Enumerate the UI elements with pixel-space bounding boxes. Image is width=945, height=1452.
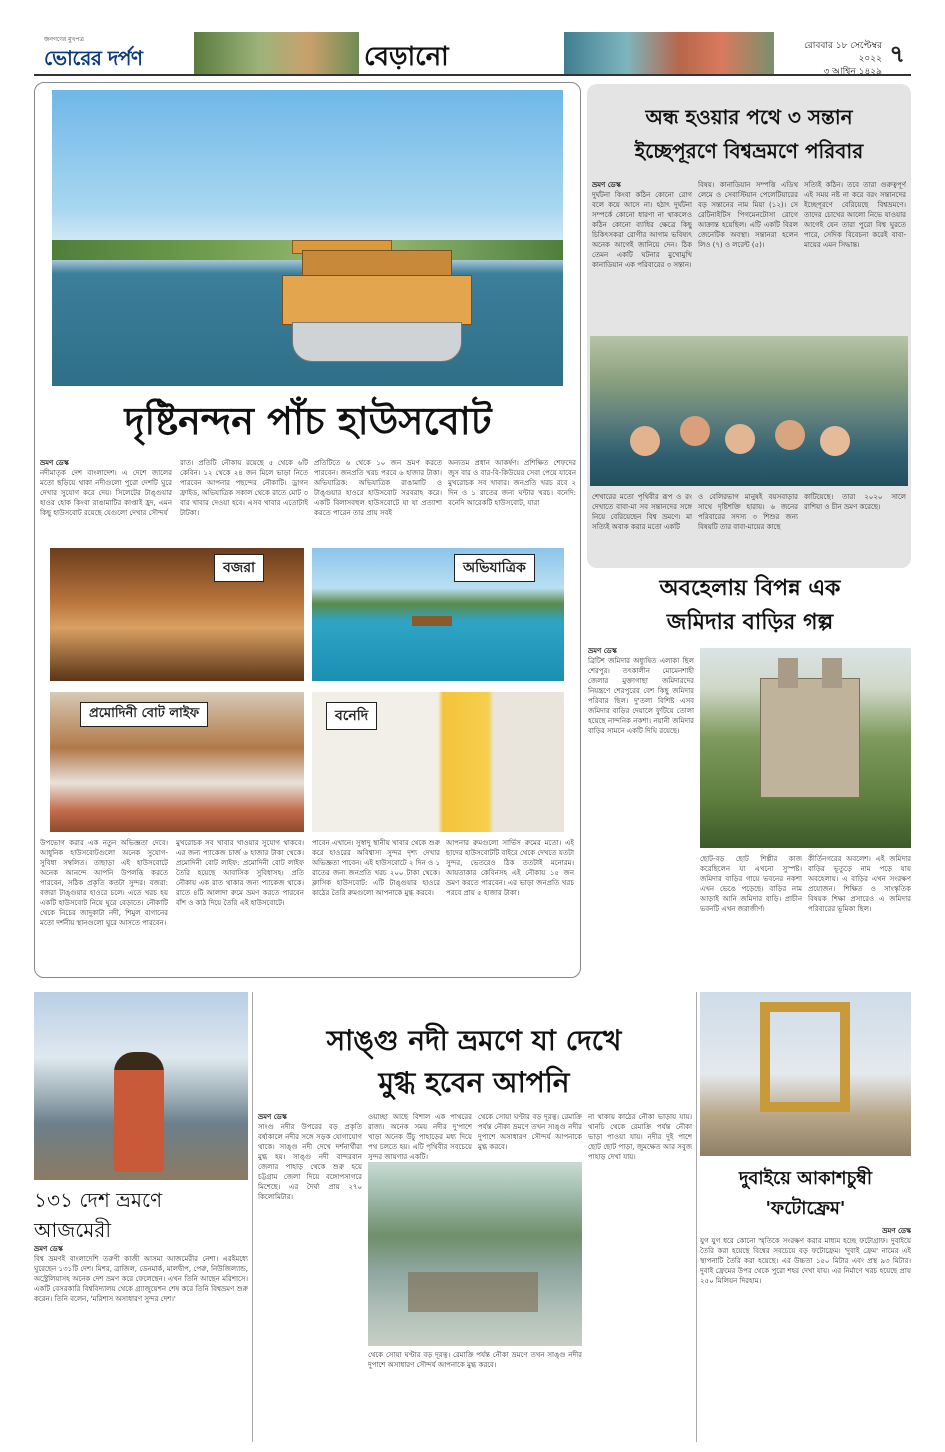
houseboat-body-1: উপভোগ করার এক নতুন অভিজ্ঞতা দেবে। আধুনিক হাউসবোটগুলো অনেক সুযোগ-সুবিধা সম্বলিত। তাছাড়া এই হাউসবোটে অনেক আনন্দে আপনি উপলব্ধি করতে পারবেন, সঠিক প্রকৃতি কতটা সুন্দর। বজরা: বজরা টাঙ্গুয়ার হাওরে চলে। এতে খরচ হয় একটি হাউসবোট নিয়ে ঘুরে বেড়াতে। নৌকাটি থেকে নিচের জাদুকাটা নদী, শিমুল বাগানের মতো দর্শনীয় স্থানগুলো ঘুরে আসতে পারবেন। bbox=[40, 839, 168, 927]
section-title: বেড়ানো bbox=[364, 42, 449, 72]
houseboat-body-2: মুখরোচক সব খাবার খাওয়ার সুযোগ থাকবে। এর জন্য প্যাকেজ চার্জ ৬ হাজার টাকা থেকে। প্রমোদিনী বোট লাইফ: প্রমোদিনী বোট লাইফ তৈরি হয়েছে আবাসিক সুবিধাসহ। প্রতি নৌকায় এক রাত থাকার জন্য প্যাকেজ থাকে। রাতে ৪টি আলাদা রুমে ভ্রমণ করতে পারবেন বাঁশ ও কাঠ দিয়ে তৈরি এই হাউসবোটে। bbox=[176, 839, 304, 907]
newspaper-logo: ভোরের দর্পণ bbox=[44, 46, 143, 70]
sangu-headline-line2: মুগ্ধ হবেন আপনি bbox=[378, 1066, 570, 1099]
ajmeri-headline bbox=[34, 1185, 248, 1245]
family-headline-line1: অন্ধ হওয়ার পথে ৩ সন্তান bbox=[645, 105, 853, 129]
zamindar-headline-line2: জমিদার বাড়ির গল্প bbox=[666, 610, 834, 635]
sangu-col-2: ওয়াচ্ছা আছে বিশাল এক পাথরের রাজ্য। অনেক সময় নদীর দু'পাশে খাড়া অনেক উঁচু পাহাড়ের মধ্য দিয়ে পথ চলতে হয়। এটি পৃথিবীর সবচেয়ে সুন্দর জায়গার একটি। bbox=[368, 1113, 472, 1160]
logo-tagline: জনগণের মুখপত্র bbox=[44, 36, 84, 43]
photo-promodini bbox=[50, 692, 304, 832]
byline: ভ্রমণ ডেস্ক bbox=[258, 1113, 287, 1121]
family-col-2: বিষয়। কানাডিয়ান সম্পত্তি এডিথ লেমে ও সেবাস্টিয়ান পেলেটিয়ারের বড় সন্তানের নাম মিয়া (১২)। সে রেটিনাইটিস পিগমেনটোসা রোগে আক্রান্ত হয়েছিল। এটি একটি বিরল জেনেটিক অবস্থা। সন্তানরা হলেন লিও (৭) ও লরেন্ট (৫)। bbox=[698, 181, 798, 249]
text-block: বিশ্ব ভ্রমণই বাংলাদেশি তরুণী কাজী আসমা আজমেরীর নেশা। এরইমধ্যে ঘুরেছেন ১৩১টি দেশ। মিশর, ব্রাজিল, ডেনমার্ক, মালদ্বীপ, পেরু, নিউজিল্যান্ড, অস্ট্রেলিয়াসহ অনেক দেশ ভ্রমণ করে ফেলেছেন। এখন তিনি আছেন মরিশাসে। একটি বেসরকারি বিশ্ববিদ্যালয় থেকে গ্র্যাজুয়েশন শেষ করে তিনি বিশ্বভ্রমণ শুরু করেন। তিনি বলেন, 'মরিশাস অসাধারণ সুন্দর দেশ।' bbox=[34, 1255, 248, 1303]
text-block: নদীমাতৃক দেশ বাংলাদেশ। এ দেশে জালের মতো ছড়িয়ে থাকা নদীগুলো পুরো দেশটি ঘুরে দেখার সুযোগ করে দেয়। সিলেটের টাঙ্গুয়ার হাওর হোক কিংবা রাঙামাটির কাপ্তাই হ্রদ, এমন কিছু হাউসবোট রয়েছে যেগুলো দেখার সৌন্দর্য bbox=[40, 469, 172, 517]
masthead bbox=[34, 32, 911, 76]
text-block: সাংগু নদীর উপরের বড় প্রকৃতি বর্ষাকালে নদীর সঙ্গে সড়ক যোগাযোগ থাকে। সাঙ্গু নদী দেখে দর্শনার্থীরা মুগ্ধ হয়। সাঙ্গু নদী বান্দরবান জেলার পাহাড় থেকে শুরু হয়ে চট্টগ্রাম জেলা দিয়ে বঙ্গোপসাগরে মিশেছে। এর দৈর্ঘ্য প্রায় ২৭০ কিলোমিটার। bbox=[258, 1123, 362, 1201]
sangu-headline bbox=[256, 1020, 692, 1104]
header-photo-left bbox=[194, 32, 359, 74]
family-caption-3: কাটিয়েছে। তারা ২০২০ সালে রাশিয়া ও চীন ভ্রমণ করেছে। bbox=[804, 493, 906, 511]
family-headline-line2: ইচ্ছেপূরণে বিশ্বভ্রমণে পরিবার bbox=[634, 139, 864, 163]
byline: ভ্রমণ ডেস্ক bbox=[588, 647, 617, 655]
houseboat-hero-photo bbox=[52, 90, 563, 386]
byline: ভ্রমণ ডেস্ক bbox=[34, 1245, 63, 1253]
page-number: ৭ bbox=[889, 40, 905, 68]
houseboat-col-4: অন্যতম প্রধান আকর্ষণ। প্রশিক্ষিত শেফদের জুস বার ও বার-বি-কিউয়ের সেবা পেয়ে যাবেন মুখরোচক সব খাবার। জনপ্রতি খরচ রবে ২ দিন ও ১ রাতের জন্য ঘন্টার খরচ। বনেদি: বনেদি আরেকটি হাউসবোট, যারা bbox=[448, 459, 576, 507]
byline: ভ্রমণ ডেস্ক bbox=[592, 181, 621, 189]
logo-block[interactable] bbox=[34, 32, 194, 76]
photo-ovijatrik bbox=[312, 548, 564, 681]
dateline bbox=[782, 40, 882, 79]
dubai-headline-line2: 'ফটোফ্রেম' bbox=[765, 1198, 846, 1219]
text-block: যুগ যুগ ধরে কোনো স্মৃতিকে সংরক্ষণ করার মাধ্যম হচ্ছে ফটোগ্রাফ। দুবাইয়ে তৈরি করা হয়েছে বিশ্বের সবচেয়ে বড় ফটোফ্রেম। 'দুবাই ফ্রেম' নামের এই স্থাপনাটি তৈরি করা হয়েছে। এর উচ্চতা ১৫০ মিটার এবং প্রস্থ ৯৩ মিটার। দুবাই ফ্রেমের উপর থেকে পুরো শহর দেখা যায়। এর নির্মাণে খরচ হয়েছে প্রায় ২৫০ মিলিয়ন দিরহাম। bbox=[700, 1237, 911, 1285]
houseboat-headline: দৃষ্টিনন্দন পাঁচ হাউসবোট bbox=[124, 399, 492, 443]
date-bengali: ৩ আশ্বিন ১৪২৯ bbox=[823, 67, 882, 77]
date-gregorian: রোববার ১৮ সেপ্টেম্বর ২০২২ bbox=[804, 41, 882, 64]
family-swimming-photo bbox=[590, 336, 908, 486]
dubai-headline bbox=[700, 1164, 911, 1224]
houseboat-col-2: রাত। প্রতিটি নৌকায় রয়েছে ৫ থেকে ৬টি কেবিন। ১২ থেকে ২৪ জন মিলে ভাড়া নিতে পারবেন আপনার পছন্দের নৌকাটি। ড্রাগন ফ্রাইড, অভিযাত্রিক সকাল থেকে রাতে মোট ৩ বার খাবার দেওয়া হবে। এসব খাবার এতোটাই টাটকা। bbox=[180, 459, 308, 517]
zamindar-col-2: ছোট-বড় ছোট শিল্পীর কাজ করেছিলেন যা এখনো সুস্পষ্ট। জমিদার বাড়ির গায়ে ভবনের নকশা এখন ভেঙে পড়েছে। বাড়ির নাম আড়াই আনি জমিদার বাড়ি। প্রাচীন ভবনটি এখন জরাজীর্ণ। bbox=[700, 855, 802, 913]
column-rule bbox=[252, 992, 253, 1442]
family-caption-2: ও বেলিরভাগ মানুষই বয়সবাড়ার সাথে দৃষ্টিশক্তি হারায়। ৬ জনের পরিবারের সদস্য ৩ শিশুর জন্য বিষয়টি তার বাবা-মায়ের কাছে bbox=[698, 493, 798, 531]
zamindar-house-photo bbox=[700, 648, 911, 848]
family-headline bbox=[590, 100, 908, 168]
byline: ভ্রমণ ডেস্ক bbox=[882, 1227, 911, 1235]
sangu-col-3: থেকে সোয়া ঘণ্টার বড় দূরত্ব। রেমাক্রি পর্যন্ত নৌকা ভ্রমণে তখন সাঙ্গু নদীর দুপাশে অসাধারণ সৌন্দর্য আপনাকে মুগ্ধ করবে। bbox=[478, 1113, 582, 1151]
houseboat-col-3: প্রতিটিতে ৬ থেকে ১০ জন ভ্রমণ করতে পারবেন। জনপ্রতি খরচ পরবে ৬ হাজার টাকা। অভিযাত্রিক: অভিযাত্রিক রাঙামাটি ও টাঙ্গুয়ার হাওরে হাউসবোট সরবরাহ করে। একটি বিলাসবহুল হাউসবোটে যা যা প্রত্যাশা করতে পারেন তার প্রায় সবই bbox=[314, 459, 442, 517]
zamindar-headline-line1: অবহেলায় বিপন্ন এক bbox=[659, 576, 841, 601]
ajmeri-photo bbox=[34, 992, 248, 1180]
column-rule bbox=[696, 992, 697, 1442]
label-bonedi: বনেদি bbox=[326, 702, 377, 730]
sangu-river-photo bbox=[368, 1162, 582, 1346]
dubai-body bbox=[700, 1226, 911, 1442]
photo-bonedi bbox=[312, 692, 564, 832]
zamindar-col-1 bbox=[588, 646, 694, 972]
label-bajra: বজরা bbox=[214, 554, 264, 582]
text-block: ব্রিটিশ জমিদার অধ্যুষিত এলাকা ছিল শেরপুর। তৎকালীন মোমেনশাহী জেলার মুক্তাগাছা জমিদারদের নিয়ন্ত্রণে শেরপুরের বেশ কিছু জমিদার পরিবার ছিল। দু'তলা বিশিষ্ট এসব জমিদার বাড়ির দেয়ালে ফুটিয়ে তোলা হয়েছে নান্দনিক নকশা। নয়ানী জমিদার বাড়ির সামনে একটি দিঘি রয়েছে। bbox=[588, 657, 694, 735]
sangu-col-2b: থেকে সোয়া ঘণ্টার বড় দূরত্ব। রেমাক্রি পর্যন্ত নৌকা ভ্রমণে তখন সাঙ্গু নদীর দুপাশে অসাধারণ সৌন্দর্য আপনাকে মুগ্ধ করবে। bbox=[368, 1351, 582, 1369]
byline: ভ্রমণ ডেস্ক bbox=[40, 459, 69, 467]
family-col-1 bbox=[592, 180, 692, 330]
family-caption-1: শেখারের মতো পৃথিবীর রূপ ও রং দেখাতে বাবা-মা সব সন্তানদের সঙ্গে নিয়ে বেরিয়েছেন বিশ্ব ভ্রমণে। মা সত্যিই অবাক করার মতো একটি bbox=[592, 493, 692, 531]
sangu-col-4: না থাকায় কাঠের নৌকা ভাড়ায় যায়। থানচি থেকে রেমাক্রি পর্যন্ত নৌকা ভাড়া পাওয়া যায়। নদীর দুই পাশে ছোট ছোট পাড়া, জুমক্ষেত আর সবুজ পাহাড় দেখা যায়। bbox=[588, 1113, 692, 1161]
family-col-3: সত্যিই কঠিন। তবে তারা গুরুত্বপূর্ণ এই সময় নষ্ট না করে বরং সন্তানদের ইচ্ছেপূরণে বেরিয়েছে বিশ্বভ্রমণে। তাদের চোখের আলো নিভে যাওয়ার আগেই যেন তারা পুরো বিশ্ব ঘুরতে পারে, সেদিক বিবেচনা করেই বাবা-মায়ের এমন সিদ্ধান্ত। bbox=[804, 181, 906, 249]
ajmeri-body bbox=[34, 1244, 248, 1444]
dubai-frame-photo bbox=[700, 992, 911, 1156]
photo-bajra bbox=[50, 548, 304, 681]
label-promodini: প্রমোদিনী বোট লাইফ bbox=[80, 702, 208, 727]
zamindar-headline bbox=[590, 572, 910, 640]
ajmeri-headline-line1: ১৩১ দেশ ভ্রমণে bbox=[34, 1188, 163, 1212]
houseboat-col-1 bbox=[40, 458, 172, 540]
sangu-headline-line1: সাঙ্গু নদী ভ্রমণে যা দেখে bbox=[326, 1024, 622, 1057]
label-ovijatrik: অভিযাত্রিক bbox=[454, 554, 535, 582]
header-photo-right bbox=[564, 32, 774, 74]
zamindar-col-3: কীর্তিনগরের অবলেশ। এই জমিদার বাড়ির ভূতুড়ে নাম পড়ে যায় অবহেলায়। এ বাড়ির এখন সংরক্ষণ প্রয়োজন। শিক্ষিত ও সাংস্কৃতিক বিষয়ক শিক্ষা প্রসারেও এ জমিদার পরিবারের ভূমিকা ছিল। bbox=[808, 855, 911, 913]
houseboat-body-4: আপনার রুমগুলো সার্ভিস রুমের মতো। এই ছাদের হাউসবোটটি বাইরে থেকে দেখতে যতটা সুন্দর, ভেতরেও ঠিক ততটাই মনোরম। আয়তাকার কেবিনসহ এই নৌকায় ১৫ জন ভ্রমণ করতে পারবেন। এর ভাড়া জনপ্রতি খরচ পরবে প্রায় ৫ হাজার টাকা। bbox=[446, 839, 574, 897]
text-block: দুর্ঘটনা কিংবা কঠিন কোনো রোগ বলে কয়ে আসে না। হঠাৎ দুর্ঘটনা সম্পর্কে কোনো ধারণা না থাকলেও কঠিন কোনো ব্যাধির ক্ষেত্রে কিছু চিকিৎসকরা রোগীর আগাম ভবিষ্যৎ অনেক আগেই জানিয়ে দেন। ঠিক তেমন একটি ঘটনার মুখোমুখি কানাডিয়ান এক পরিবারের ৩ সন্তান। bbox=[592, 191, 692, 269]
sangu-col-1 bbox=[258, 1112, 362, 1442]
houseboat-body-3: পাবেন এখানে। সুস্বাদু স্থানীয় খাবার থেকে শুরু করে হাওরের অবিশ্বাস্য সুন্দর দৃশ্য দেখার অভিজ্ঞতা পাবেন। এই হাউসবোটে ২ দিন ও ১ রাতের জন্য জনপ্রতি খরচ ২০০ টাকা থেকে। ক্লাসিক হাউসবোট: এটি টাঙ্গুয়ার হাওরে কাঠের তৈরি রুমগুলো আপনাকে মুগ্ধ করবে। bbox=[312, 839, 440, 897]
ajmeri-headline-line2: আজমেরী bbox=[34, 1218, 112, 1242]
dubai-headline-line1: দুবাইয়ে আকাশচুম্বী bbox=[738, 1168, 873, 1189]
